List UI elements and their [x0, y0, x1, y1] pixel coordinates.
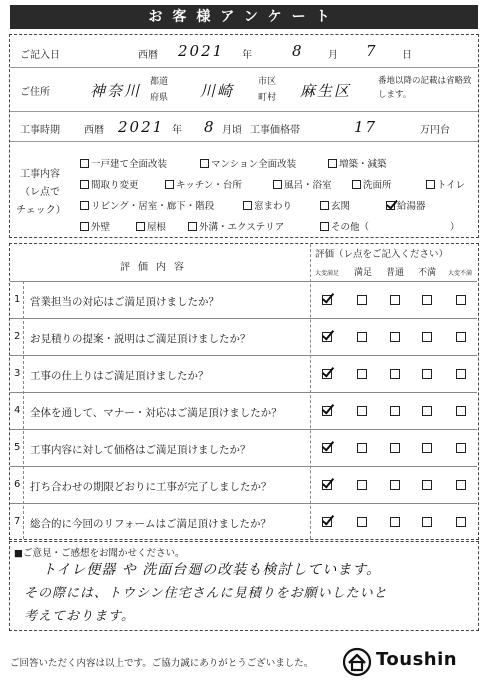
- work-item-exterior[interactable]: 外溝・エクステリア: [188, 219, 284, 233]
- prefecture-value[interactable]: 神奈川: [90, 82, 142, 100]
- evaluation-header: 評価内容: [120, 262, 192, 273]
- rating-dissatisfied[interactable]: [422, 332, 432, 342]
- work-label-3: チェック）: [16, 205, 66, 216]
- period-era: 西暦: [84, 125, 104, 136]
- work-item-washroom[interactable]: 洗面所: [352, 177, 392, 191]
- question-row-2: [10, 318, 477, 355]
- footer-thanks: ご回答いただく内容は以上です。ご協力誠にありがとうございました。: [10, 658, 314, 669]
- work-item-water-heater[interactable]: 給湯器: [386, 198, 426, 212]
- address-note: 番地以降の記載は省略致します。: [378, 76, 472, 100]
- pref-suffix-2: 府県: [150, 93, 169, 103]
- work-item-extension[interactable]: 増築・減築: [328, 156, 387, 170]
- city-suffix-1: 市区: [258, 77, 277, 87]
- date-day-value[interactable]: 7: [366, 42, 378, 60]
- rating-header: 評価（レ点をご記入ください）: [315, 249, 449, 260]
- rating-average[interactable]: [390, 369, 400, 379]
- period-month-value[interactable]: 8: [204, 118, 216, 136]
- rating-very-dissatisfied[interactable]: [456, 332, 466, 342]
- work-item-windows[interactable]: 窓まわり: [243, 198, 292, 212]
- rating-very-dissatisfied[interactable]: [456, 480, 466, 490]
- question-row-4: [10, 392, 477, 429]
- work-item-full-house[interactable]: 一戸建て全面改装: [80, 156, 167, 170]
- comment-line-1: トイレ便器 や 洗面台廻の改装も検討しています。: [42, 562, 382, 578]
- rating-satisfied[interactable]: [357, 443, 367, 453]
- rating-average[interactable]: [390, 480, 400, 490]
- col-very-satisfied: 大変満足: [314, 270, 339, 277]
- question-number: 7: [14, 516, 21, 527]
- city-value[interactable]: 川崎: [200, 82, 235, 100]
- comments-section[interactable]: [9, 541, 479, 631]
- work-item-exterior-wall[interactable]: 外壁: [80, 219, 110, 233]
- date-day-unit: 日: [402, 50, 412, 61]
- logo-text: Toushin: [376, 649, 458, 670]
- question-row-3: [10, 355, 477, 392]
- question-text: 打ち合わせの期限どおりに工事が完了しましたか？: [30, 481, 272, 493]
- checkbox[interactable]: [136, 222, 145, 231]
- question-number: 4: [14, 405, 21, 416]
- rating-satisfied[interactable]: [357, 295, 367, 305]
- rating-average[interactable]: [390, 295, 400, 305]
- evaluation-section: [9, 243, 479, 540]
- question-row-5: [10, 429, 477, 466]
- checkbox[interactable]: [165, 180, 174, 189]
- checkbox[interactable]: [320, 222, 329, 231]
- rating-satisfied[interactable]: [357, 332, 367, 342]
- date-month-value[interactable]: 8: [292, 42, 304, 60]
- comment-line-2: その際には、トウシン住宅さんに見積りをお願いしたいと: [24, 586, 388, 601]
- rating-very-satisfied[interactable]: [322, 295, 332, 305]
- checkbox[interactable]: [188, 222, 197, 231]
- checkbox[interactable]: [80, 222, 89, 231]
- rating-satisfied[interactable]: [357, 517, 367, 527]
- rating-very-satisfied[interactable]: [322, 406, 332, 416]
- price-label: 工事価格帯: [250, 125, 300, 136]
- work-item-entrance[interactable]: 玄関: [320, 198, 350, 212]
- rating-dissatisfied[interactable]: [422, 295, 432, 305]
- comments-label: ■ご意見・ご感想をお聞かせください。: [14, 548, 185, 559]
- period-label: 工事時期: [20, 125, 60, 136]
- house-logo-icon: [342, 647, 372, 677]
- question-row-7: [10, 503, 477, 540]
- col-very-dissatisfied: 大変不満: [447, 270, 472, 277]
- rating-very-satisfied[interactable]: [322, 369, 332, 379]
- question-text: お見積りの提案・説明はご満足頂けましたか？: [30, 333, 251, 345]
- checkbox[interactable]: [273, 180, 282, 189]
- question-row-6: [10, 466, 477, 503]
- price-unit: 万円台: [420, 125, 450, 136]
- rating-very-satisfied[interactable]: [322, 332, 332, 342]
- period-month-unit: 月頃: [222, 125, 242, 136]
- rating-satisfied[interactable]: [357, 369, 367, 379]
- rating-very-dissatisfied[interactable]: [456, 369, 466, 379]
- checkbox[interactable]: [243, 201, 252, 210]
- question-text: 営業担当の対応はご満足頂けましたか？: [30, 296, 219, 308]
- date-year-value[interactable]: 2021: [178, 42, 225, 60]
- checkbox[interactable]: [80, 180, 89, 189]
- date-row: [10, 35, 478, 68]
- question-number: 6: [14, 479, 21, 490]
- date-label: ご記入日: [20, 50, 60, 61]
- date-era: 西暦: [138, 50, 158, 61]
- question-row-1: [10, 281, 477, 318]
- rating-dissatisfied[interactable]: [422, 369, 432, 379]
- city-suffix-2: 町村: [258, 93, 277, 103]
- checkbox[interactable]: [80, 201, 89, 210]
- price-value[interactable]: 17: [354, 118, 378, 136]
- checkbox-checked[interactable]: [386, 201, 395, 210]
- question-number: 3: [14, 368, 21, 379]
- checkbox[interactable]: [328, 159, 337, 168]
- period-row: [10, 112, 478, 142]
- rating-very-dissatisfied[interactable]: [456, 406, 466, 416]
- work-item-layout[interactable]: 間取り変更: [80, 177, 139, 191]
- work-item-bath[interactable]: 風呂・浴室: [273, 177, 332, 191]
- question-number: 2: [14, 331, 21, 342]
- work-item-full-mansion[interactable]: マンション全面改装: [200, 156, 296, 170]
- rating-satisfied[interactable]: [357, 480, 367, 490]
- survey-title: お客様アンケート: [10, 5, 478, 29]
- rating-dissatisfied[interactable]: [422, 480, 432, 490]
- period-year-unit: 年: [172, 125, 182, 136]
- question-text: 工事の仕上りはご満足頂けましたか？: [30, 370, 209, 382]
- rating-very-satisfied[interactable]: [322, 443, 332, 453]
- rating-average[interactable]: [390, 443, 400, 453]
- rating-very-dissatisfied[interactable]: [456, 517, 466, 527]
- col-dissatisfied: 不満: [417, 268, 436, 278]
- comment-line-3: 考えております。: [24, 609, 135, 624]
- work-label-2: （レ点で: [20, 187, 60, 198]
- work-item-kitchen[interactable]: キッチン・台所: [165, 177, 242, 191]
- checkbox[interactable]: [80, 159, 89, 168]
- question-number: 5: [14, 442, 21, 453]
- question-text: 全体を通して、マナー・対応はご満足頂けましたか？: [30, 407, 282, 419]
- rating-dissatisfied[interactable]: [422, 406, 432, 416]
- col-average: 普通: [385, 268, 404, 278]
- checkbox[interactable]: [426, 180, 435, 189]
- checkbox[interactable]: [200, 159, 209, 168]
- rating-average[interactable]: [390, 406, 400, 416]
- rating-dissatisfied[interactable]: [422, 517, 432, 527]
- period-year-value[interactable]: 2021: [118, 118, 165, 136]
- rating-satisfied[interactable]: [357, 406, 367, 416]
- checkbox[interactable]: [320, 201, 329, 210]
- date-month-unit: 月: [328, 50, 338, 61]
- rating-average[interactable]: [390, 517, 400, 527]
- work-item-roof[interactable]: 屋根: [136, 219, 166, 233]
- toushin-logo: [342, 645, 478, 679]
- address-label: ご住所: [20, 87, 50, 98]
- town-value[interactable]: 麻生区: [300, 82, 352, 100]
- work-item-living[interactable]: リビング・居室・廊下・階段: [80, 198, 214, 212]
- rating-dissatisfied[interactable]: [422, 443, 432, 453]
- work-item-other[interactable]: その他（: [320, 219, 369, 233]
- rating-very-satisfied[interactable]: [322, 480, 332, 490]
- checkbox[interactable]: [352, 180, 361, 189]
- work-item-toilet[interactable]: トイレ: [426, 177, 465, 191]
- pref-suffix-1: 都道: [150, 77, 169, 87]
- rating-very-dissatisfied[interactable]: [456, 443, 466, 453]
- work-item-other-close: ）: [450, 222, 460, 233]
- question-text: 総合的に今回のリフォームはご満足頂けましたか？: [30, 518, 271, 530]
- rating-very-dissatisfied[interactable]: [456, 295, 466, 305]
- work-label-1: 工事内容: [20, 169, 60, 180]
- address-row: [10, 68, 478, 112]
- date-year-unit: 年: [242, 50, 252, 61]
- rating-average[interactable]: [390, 332, 400, 342]
- question-number: 1: [14, 294, 21, 305]
- question-text: 工事内容に対して価格はご満足頂けましたか？: [30, 444, 251, 456]
- rating-very-satisfied[interactable]: [322, 517, 332, 527]
- col-satisfied: 満足: [353, 268, 372, 278]
